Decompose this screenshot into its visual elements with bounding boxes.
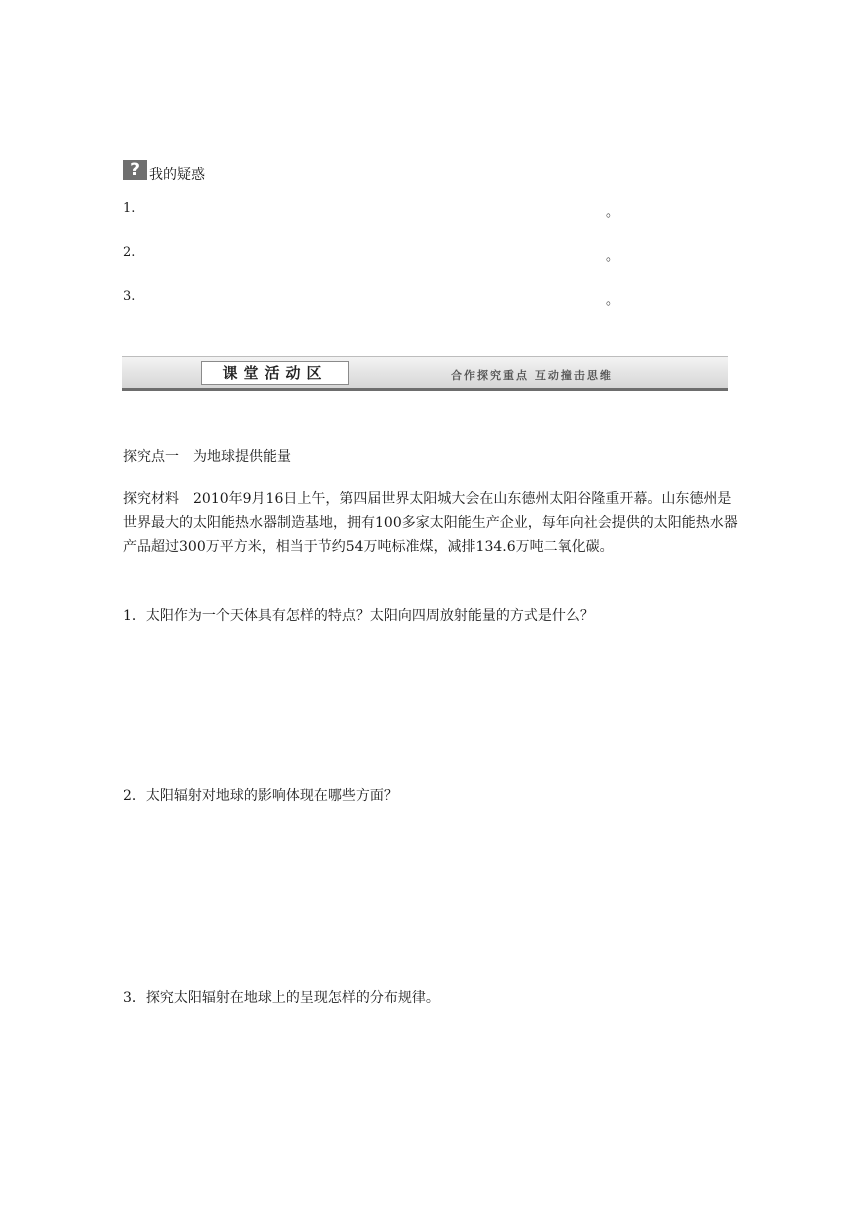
- doubt-item-number: 1.: [123, 201, 136, 216]
- doubt-item-end-mark: 。: [606, 205, 620, 220]
- explore-material: [123, 487, 739, 559]
- question-item: 3．探究太阳辐射在地球上的呈现怎样的分布规律。: [123, 990, 440, 1006]
- doubts-title: 我的疑惑: [149, 167, 205, 183]
- banner-title: 课堂活动区: [201, 361, 349, 385]
- question-item: 2．太阳辐射对地球的影响体现在哪些方面？: [123, 788, 398, 804]
- doubt-item-number: 3.: [123, 289, 136, 304]
- question-mark-icon: ?: [123, 160, 147, 180]
- doubt-item-end-mark: 。: [606, 293, 620, 308]
- doubt-item-number: 2.: [123, 245, 136, 260]
- question-item: 1．太阳作为一个天体具有怎样的特点？太阳向四周放射能量的方式是什么？: [123, 608, 594, 624]
- doubt-item-end-mark: 。: [606, 249, 620, 264]
- explore-point-title: 探究点一 为地球提供能量: [123, 449, 291, 465]
- material-text: 2010年9月16日上午，第四届世界太阳城大会在山东德州太阳谷隆重开幕。山东德州是世界最大的太阳能热水器制造基地，拥有100多家太阳能生产企业，每年向社会提供的太阳能热水器产品超过300万平方米，相当于节约54万吨标准煤，减排134.6万吨二氧化碳。: [123, 491, 738, 555]
- banner-subtitle: 合作探究重点 互动撞击思维: [451, 369, 613, 382]
- banner-divider: [122, 388, 728, 391]
- material-label: 探究材料: [123, 491, 179, 507]
